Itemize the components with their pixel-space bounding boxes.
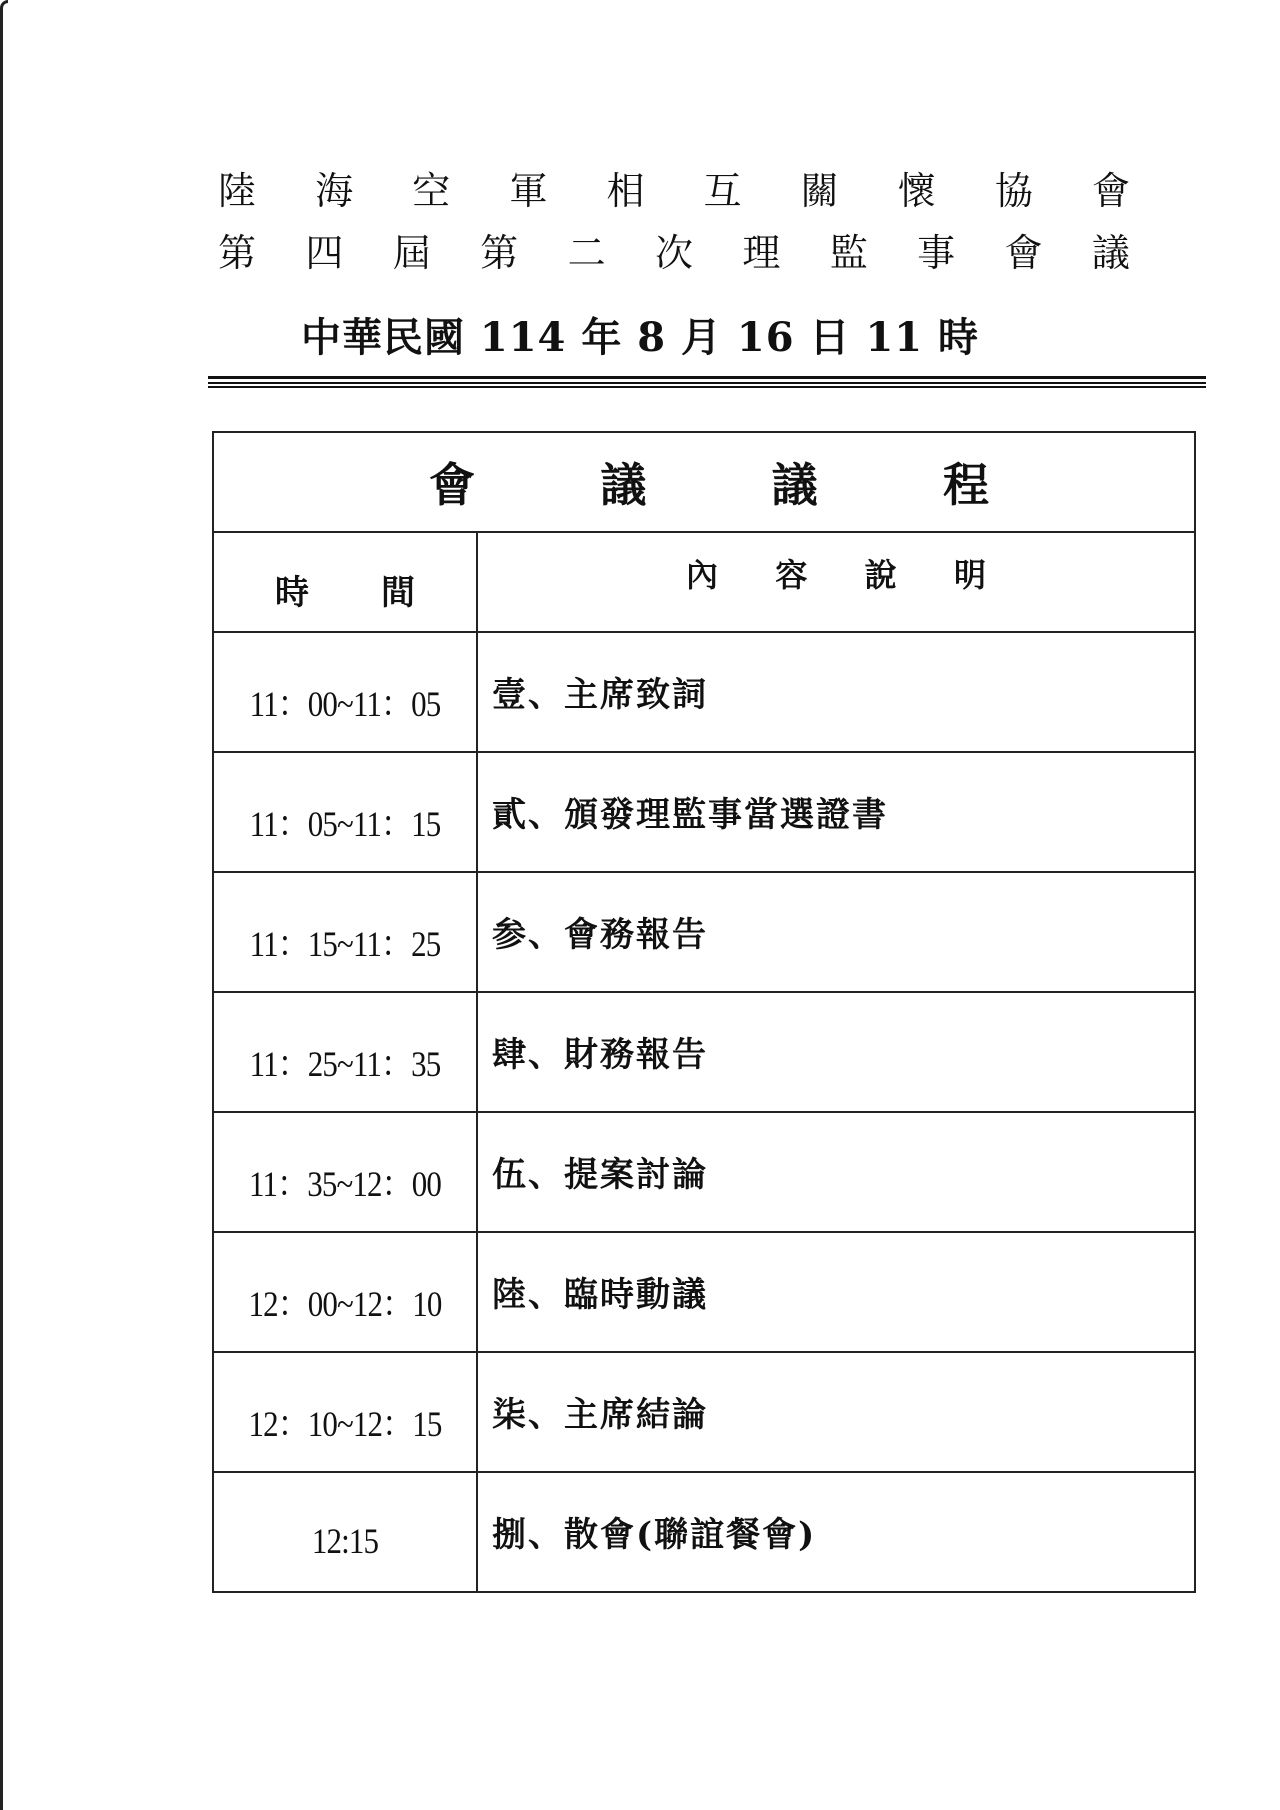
- description-cell: [477, 1352, 1195, 1472]
- org-char: 關: [800, 169, 839, 213]
- table-row: [213, 992, 1195, 1112]
- agenda-table: [212, 431, 1196, 1593]
- description-text: 伍、提案討論: [492, 1155, 708, 1195]
- org-char: 軍: [509, 169, 548, 213]
- header-char: 容: [775, 556, 808, 594]
- org-char: 海: [315, 169, 354, 213]
- column-header-time: [213, 532, 477, 632]
- description-cell: [477, 1472, 1195, 1592]
- time-text: 11：25~11：35: [249, 1043, 441, 1084]
- meeting-char: 議: [1091, 231, 1130, 275]
- description-text: 参、會務報告: [492, 915, 708, 955]
- time-cell: [231, 1352, 458, 1472]
- table-row: [213, 1232, 1195, 1352]
- header-char: 間: [381, 572, 415, 613]
- time-cell: [231, 1112, 458, 1232]
- time-cell: [231, 992, 458, 1112]
- description-cell: [477, 752, 1195, 872]
- org-char: 懷: [897, 169, 936, 213]
- time-cell: [231, 752, 458, 872]
- title-char: 程: [942, 458, 989, 512]
- description-text: 壹、主席致詞: [492, 675, 708, 715]
- time-text: 12：00~12：10: [248, 1283, 442, 1324]
- time-text: 12:15: [311, 1521, 379, 1561]
- time-text: 11：05~11：15: [249, 803, 441, 844]
- header-char: 時: [275, 572, 309, 613]
- time-cell: [231, 632, 458, 752]
- table-row: [213, 1472, 1195, 1592]
- time-text: 11：15~11：25: [249, 923, 441, 964]
- description-cell: [477, 632, 1195, 752]
- description-text: 柒、主席結論: [492, 1395, 708, 1435]
- organization-name: [218, 169, 1130, 213]
- description-text: 肆、財務報告: [492, 1035, 708, 1075]
- header-char: 說: [864, 556, 897, 594]
- time-text: 11：00~11：05: [249, 683, 441, 724]
- agenda-title-cell: [213, 432, 1195, 532]
- meeting-char: 會: [1004, 231, 1043, 275]
- meeting-char: 第: [480, 231, 519, 275]
- meeting-char: 屆: [392, 231, 431, 275]
- scan-edge-mark: [0, 0, 8, 1810]
- org-char: 互: [703, 169, 742, 213]
- agenda-title-row: [213, 432, 1195, 532]
- org-char: 陸: [218, 169, 257, 213]
- table-row: [213, 1352, 1195, 1472]
- table-row: [213, 632, 1195, 752]
- meeting-char: 二: [567, 231, 606, 275]
- title-char: 議: [771, 458, 818, 512]
- time-cell: [231, 872, 458, 992]
- title-char: 會: [429, 458, 475, 512]
- meeting-date: 中華民國 114 年 8 月 16 日 11 時: [300, 314, 980, 361]
- meeting-char: 理: [742, 231, 781, 275]
- table-row: [213, 872, 1195, 992]
- meeting-char: 監: [829, 231, 868, 275]
- description-text: 捌、散會(聯誼餐會): [492, 1515, 817, 1555]
- time-text: 11：35~12：00: [249, 1163, 441, 1204]
- meeting-char: 事: [917, 231, 956, 275]
- description-cell: [477, 1112, 1195, 1232]
- time-cell: [231, 1472, 458, 1592]
- table-row: [213, 1112, 1195, 1232]
- title-char: 議: [600, 458, 647, 512]
- column-header-description: [477, 532, 1195, 632]
- description-text: 貳、頒發理監事當選證書: [492, 795, 888, 835]
- meeting-char: 次: [654, 231, 693, 275]
- header-char: 內: [686, 556, 719, 594]
- time-text: 12：10~12：15: [248, 1403, 442, 1444]
- org-char: 會: [1091, 169, 1130, 213]
- org-char: 相: [606, 169, 645, 213]
- time-cell: [231, 1232, 458, 1352]
- header-divider: [208, 376, 1206, 388]
- description-cell: [477, 992, 1195, 1112]
- description-cell: [477, 872, 1195, 992]
- org-char: 空: [412, 169, 451, 213]
- meeting-name: [218, 231, 1130, 275]
- org-char: 協: [994, 169, 1033, 213]
- header-char: 明: [953, 556, 986, 594]
- meeting-char: 四: [305, 231, 344, 275]
- table-row: [213, 752, 1195, 872]
- description-cell: [477, 1232, 1195, 1352]
- description-text: 陸、臨時動議: [492, 1275, 708, 1315]
- agenda-title: [419, 449, 989, 515]
- meeting-char: 第: [218, 231, 257, 275]
- column-header-row: [213, 532, 1195, 632]
